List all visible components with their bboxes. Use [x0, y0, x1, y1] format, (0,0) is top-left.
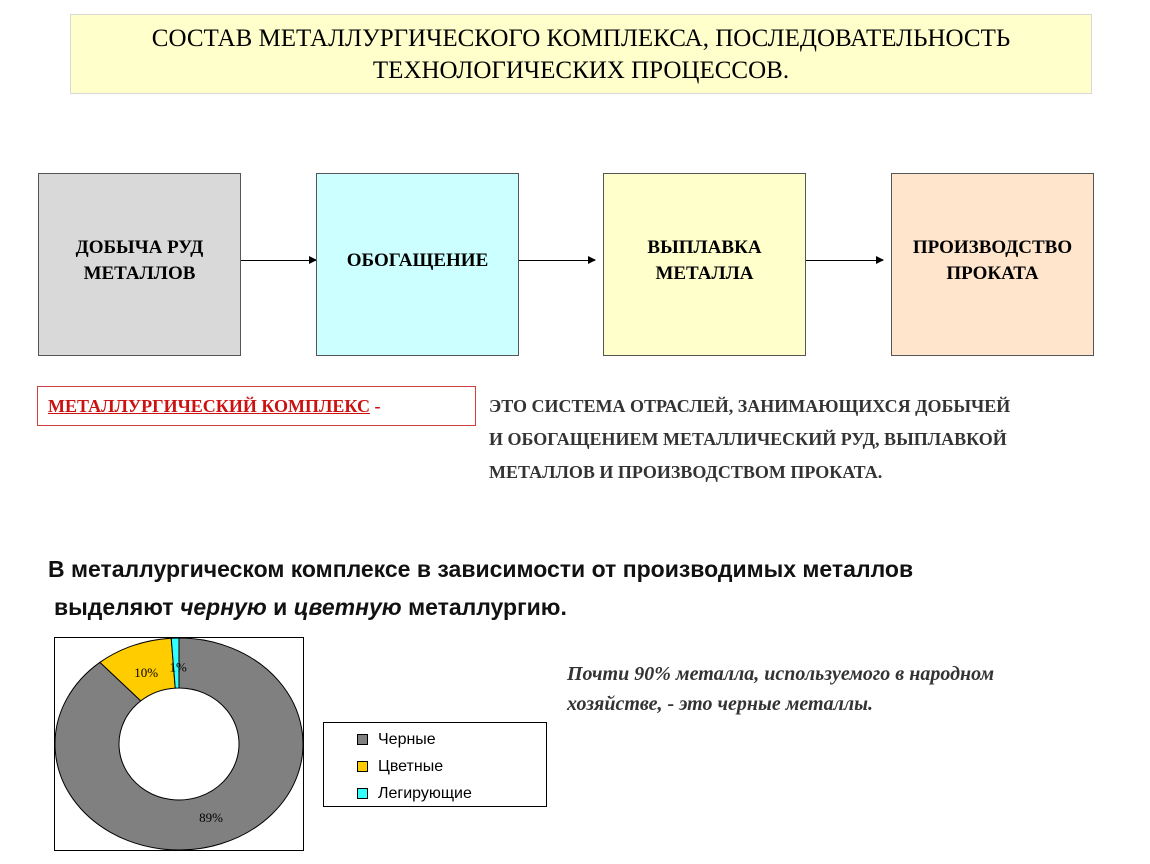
arrow-right-icon [806, 260, 883, 261]
donut-chart [55, 638, 303, 850]
slide-title [70, 14, 1092, 94]
process-step-ore-mining-line2: МЕТАЛЛОВ [83, 262, 196, 284]
term-label: МЕТАЛЛУРГИЧЕСКИЙ КОМПЛЕКС [48, 396, 370, 416]
term-box [37, 386, 476, 426]
note-text [567, 659, 1142, 719]
data-label-alloying: 1% [169, 659, 187, 675]
legend-item-nonferrous [357, 753, 546, 780]
title-line-1: СОСТАВ МЕТАЛЛУРГИЧЕСКОГО КОМПЛЕКСА, ПОСЛЕДОВАТЕЛЬНОСТЬ [151, 25, 1011, 52]
definition-line-2: И ОБОГАЩЕНИЕМ МЕТАЛЛИЧЕСКИЙ РУД, ВЫПЛАВКОЙ [489, 429, 1007, 449]
process-step-rolling [891, 173, 1094, 356]
legend-swatch [357, 788, 368, 799]
process-step-smelting-line2: МЕТАЛЛА [655, 262, 754, 284]
legend-label-ferrous: Черные [378, 730, 436, 748]
process-step-ore-mining [38, 173, 241, 356]
emphasis-ferrous: черную [179, 594, 267, 620]
emphasis-nonferrous: цветную [293, 594, 402, 620]
data-label-ferrous: 89% [199, 810, 223, 825]
process-step-rolling-line2: ПРОКАТА [946, 262, 1039, 284]
process-step-smelting [603, 173, 806, 356]
chart-legend [323, 722, 547, 807]
main-text-fragment: и [266, 594, 294, 620]
legend-swatch [357, 734, 368, 745]
main-text-fragment: выделяют [54, 594, 180, 620]
main-statement [48, 550, 1143, 626]
legend-item-alloying [357, 780, 546, 807]
definition-text [489, 390, 1144, 489]
process-step-smelting-line1: ВЫПЛАВКА [647, 236, 762, 258]
process-step-enrichment-line1: ОБОГАЩЕНИЕ [346, 249, 489, 271]
main-statement-line-2 [48, 588, 1143, 626]
note-line-2: хозяйстве, - это черные металлы. [567, 693, 873, 715]
data-label-nonferrous: 10% [134, 665, 159, 681]
process-step-ore-mining-line1: ДОБЫЧА РУД [75, 236, 204, 258]
definition-line-1: ЭТО СИСТЕМА ОТРАСЛЕЙ, ЗАНИМАЮЩИХСЯ ДОБЫЧЕЙ [489, 396, 1011, 416]
note-line-1: Почти 90% металла, используемого в народном [567, 663, 995, 685]
term-dash: - [369, 396, 381, 416]
process-step-enrichment [316, 173, 519, 356]
title-line-2: ТЕХНОЛОГИЧЕСКИХ ПРОЦЕССОВ. [372, 57, 790, 84]
process-step-rolling-line1: ПРОИЗВОДСТВО [912, 236, 1073, 258]
main-text-fragment: металлургию. [401, 594, 567, 620]
legend-item-ferrous [357, 726, 546, 753]
arrow-right-icon [241, 260, 316, 261]
main-statement-line-1: В металлургическом комплексе в зависимости от производимых металлов [48, 556, 914, 582]
donut-chart-frame [54, 637, 304, 851]
legend-label-alloying: Легирующие [378, 784, 472, 802]
legend-swatch [357, 761, 368, 772]
arrow-right-icon [519, 260, 595, 261]
definition-line-3: МЕТАЛЛОВ И ПРОИЗВОДСТВОМ ПРОКАТА. [489, 462, 883, 482]
legend-label-nonferrous: Цветные [378, 757, 444, 775]
